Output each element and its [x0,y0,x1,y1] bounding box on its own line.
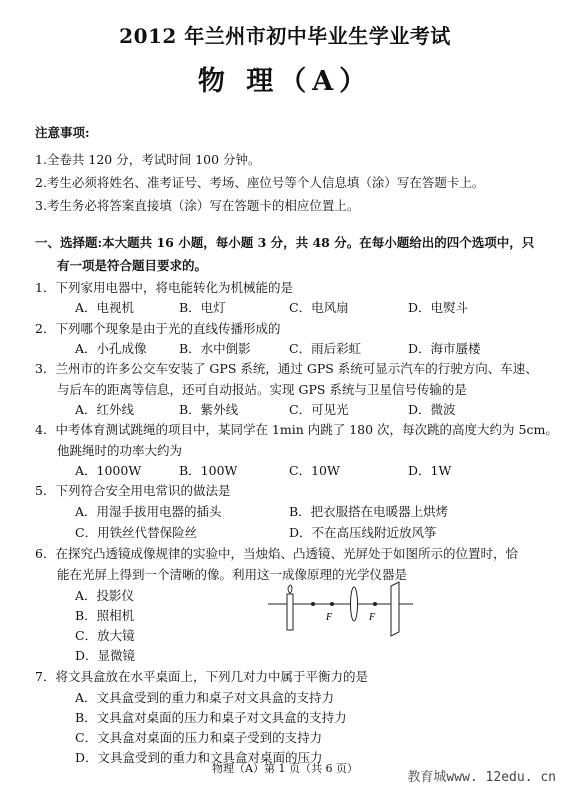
option-d: D．电熨斗 [408,300,469,315]
option-c: C．文具盒对桌面的压力和桌子受到的支持力 [75,730,323,745]
option-c: C．10W [289,463,340,478]
option-a: A．文具盒受到的重力和桌子对文具盒的支持力 [75,690,335,705]
option-d: D．显微镜 [75,648,136,663]
option-c: C．放大镜 [75,628,135,643]
option-d: D．微波 [408,402,456,417]
option-c: C．可见光 [289,402,349,417]
question-stem: 5．下列符合安全用电常识的做法是 [35,483,231,498]
light-screen-icon [391,582,399,636]
question-stem: 2．下列哪个现象是由于光的直线传播形成的 [35,321,281,336]
option-a: A．用湿手拔用电器的插头 [75,504,222,519]
option-a: A．1000W [75,463,142,478]
option-c: C．用铁丝代替保险丝 [75,525,198,540]
note-item: 2.考生必须将姓名、准考证号、考场、座位号等个人信息填（涂）写在答题卡上。 [35,175,485,190]
note-item: 1.全卷共 120 分，考试时间 100 分钟。 [35,152,261,167]
question-stem: 6．在探究凸透镜成像规律的实验中，当烛焰、凸透镜、光屏处于如图所示的位置时，恰 [35,546,518,561]
question-stem: 与后车的距离等信息，还可自动报站。实现 GPS 系统与卫星信号传输的是 [57,382,467,397]
option-a: A．小孔成像 [75,341,147,356]
option-b: B．照相机 [75,608,135,623]
question-stem: 3．兰州市的许多公交车安装了 GPS 系统，通过 GPS 系统可显示汽车的行驶方向、车速、 [35,361,538,376]
question-stem: 7．将文具盒放在水平桌面上，下列几对力中属于平衡力的是 [35,669,368,684]
option-c: C．电风扇 [289,300,349,315]
option-b: B．电灯 [179,300,226,315]
option-b: B．把衣服搭在电暖器上烘烤 [289,504,449,519]
question-stem: 他跳绳时的功率大约为 [57,443,183,458]
option-d: D．1W [408,463,452,478]
subject-title: 物 理（A） [197,66,373,97]
option-c: C．雨后彩虹 [289,341,362,356]
convex-lens-icon [351,587,358,621]
focal-point [311,602,315,606]
question-stem: 4．中考体育测试跳绳的项目中，某同学在 1min 内跳了 180 次，每次跳的高度大约为 5cm。 [35,422,558,437]
watermark: 教育城www. 12edu. cn [407,770,556,785]
option-a: A．红外线 [75,402,135,417]
option-d: D．不在高压线附近放风筝 [289,525,437,540]
option-d: D．文具盒受到的重力和文具盒对桌面的压力 [75,750,323,765]
notes-heading: 注意事项: [35,125,90,140]
focal-label-left: F [326,612,333,623]
section-heading-line2: 有一项是符合题目要求的。 [57,258,208,273]
option-a: A．电视机 [75,300,135,315]
option-b: B．文具盒对桌面的压力和桌子对文具盒的支持力 [75,710,347,725]
focal-point [373,602,377,606]
candle-icon [287,585,293,630]
focal-point [330,602,334,606]
option-b: B．水中倒影 [179,341,251,356]
section-heading-line1: 一、选择题:本大题共 16 小题，每小题 3 分，共 48 分。在每小题给出的四个选项中，只 [35,235,535,250]
optics-diagram [268,580,418,640]
question-stem: 1．下列家用电器中，将电能转化为机械能的是 [35,280,293,295]
focal-label-right: F [369,612,376,623]
note-item: 3.考生务必将答案直接填（涂）写在答题卡的相应位置上。 [35,198,360,213]
option-d: D．海市蜃楼 [408,341,481,356]
option-b: B．紫外线 [179,402,239,417]
option-a: A．投影仪 [75,588,135,603]
option-b: B．100W [179,463,238,478]
exam-title: 2012 年兰州市初中毕业生学业考试 [119,24,451,48]
question-stem: 能在光屏上得到一个清晰的像。利用这一成像原理的光学仪器是 [57,567,408,582]
page-footer: 物理（A）第 1 页（共 6 页） [212,762,358,775]
